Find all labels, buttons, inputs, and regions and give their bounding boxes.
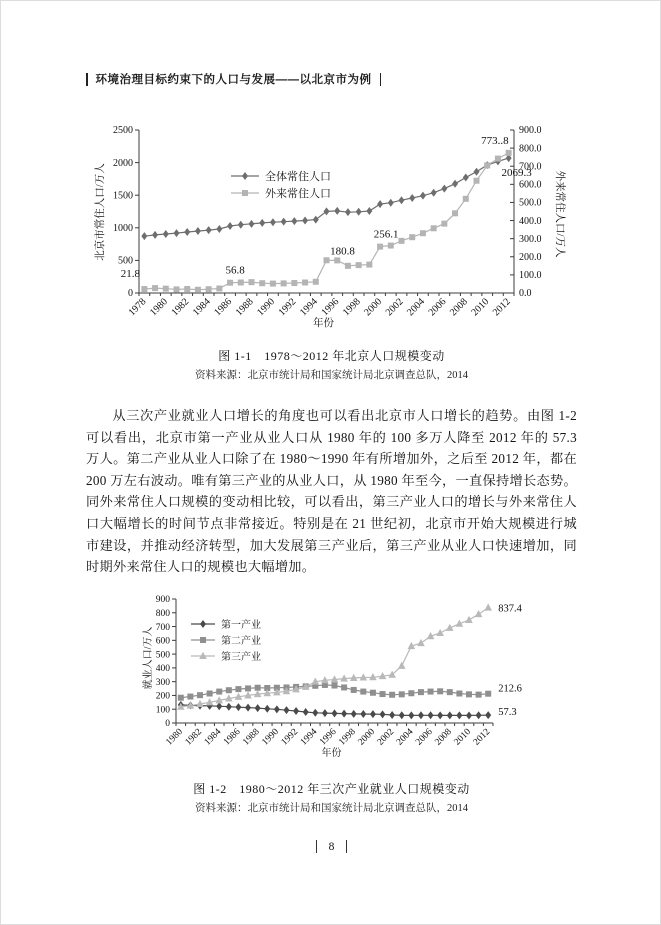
svg-text:56.8: 56.8: [225, 264, 245, 277]
header-rule-right: [380, 73, 382, 86]
svg-text:北京市常住人口/万人: 北京市常住人口/万人: [95, 163, 106, 261]
page-number: [1, 840, 661, 853]
svg-text:500: 500: [155, 650, 170, 661]
svg-text:180.8: 180.8: [330, 245, 355, 258]
figure-1-2-line-chart: [141, 592, 581, 777]
svg-text:2500: 2500: [113, 125, 133, 137]
svg-text:2008: 2008: [433, 727, 454, 748]
page-number-value: 8: [328, 840, 335, 853]
page-number-rule-right: [346, 840, 347, 853]
svg-text:1996: 1996: [319, 296, 342, 319]
figure-1-1-caption: 图 1-1 1978～2012 年北京人口规模变动: [218, 349, 445, 363]
svg-text:600.0: 600.0: [519, 179, 542, 191]
figure-1-1-line-chart: [87, 117, 587, 347]
svg-text:100.0: 100.0: [519, 270, 542, 282]
svg-text:2000: 2000: [356, 727, 378, 748]
svg-text:1994: 1994: [298, 727, 320, 748]
svg-text:837.4: 837.4: [498, 603, 522, 615]
svg-text:1992: 1992: [279, 727, 301, 748]
svg-text:1980: 1980: [164, 727, 185, 748]
svg-text:900: 900: [155, 595, 170, 606]
svg-text:1988: 1988: [241, 727, 262, 748]
svg-text:2006: 2006: [426, 296, 449, 319]
svg-text:200: 200: [155, 691, 170, 702]
svg-text:400: 400: [155, 664, 170, 675]
svg-text:2000: 2000: [113, 157, 133, 169]
svg-text:500: 500: [118, 255, 133, 267]
svg-text:600: 600: [155, 636, 170, 647]
svg-text:400.0: 400.0: [519, 215, 542, 227]
svg-text:2006: 2006: [414, 727, 435, 748]
svg-text:212.6: 212.6: [498, 683, 522, 695]
svg-text:1994: 1994: [297, 296, 320, 319]
svg-text:100: 100: [155, 705, 170, 716]
header-rule-left: [86, 73, 88, 86]
svg-text:1990: 1990: [260, 727, 281, 748]
svg-text:外来常住人口: 外来常住人口: [265, 187, 331, 200]
running-header: [86, 71, 381, 87]
svg-text:21.8: 21.8: [120, 268, 140, 281]
svg-text:57.3: 57.3: [498, 707, 517, 719]
svg-text:0: 0: [165, 719, 170, 730]
body-paragraph: 从三次产业就业人口增长的角度也可以看出北京市人口增长的趋势。由图 1-2 可以看出，北京市第一产业从业人口从 1980 年的 100 多万人降至 2012 年的 57.3 万人。第二产业从业人口除了在 1980～1990 年有所增加外，之后至 2012 年，都在 200 万左右波动。唯有第三产业的从业人口，从 1980 年至今，一直保持增长态势。同外来常住人口规模的变动相比较，可以看出，第三产业人口的增长与外来常住人口大幅增长的时间节点非常接近。特别是在 21 世纪初，北京市开始大规模进行城市建设，并推动经济转型，加大发展第三产业后，第三产业从业人口快速增加，同时期外来常住人口的规模也大幅增加。: [86, 408, 577, 575]
svg-text:年份: 年份: [321, 748, 342, 759]
svg-text:1984: 1984: [202, 727, 224, 748]
svg-text:2004: 2004: [394, 727, 416, 748]
svg-text:2002: 2002: [383, 296, 406, 319]
svg-text:1988: 1988: [233, 296, 256, 319]
svg-text:1984: 1984: [190, 296, 213, 319]
svg-text:200.0: 200.0: [519, 251, 542, 263]
svg-text:2012: 2012: [471, 727, 493, 748]
svg-text:1986: 1986: [222, 727, 243, 748]
page-number-rule-left: [316, 840, 317, 853]
running-header-title: 环境治理目标约束下的人口与发展——以北京市为例: [95, 74, 372, 86]
svg-text:900.0: 900.0: [519, 125, 542, 137]
svg-text:第二产业: 第二产业: [221, 635, 261, 647]
figure-1-2-source: 资料来源：北京市统计局和国家统计局北京调查总队，2014: [195, 803, 468, 814]
svg-text:第三产业: 第三产业: [221, 651, 261, 663]
svg-text:就业人口/万人: 就业人口/万人: [143, 626, 154, 690]
svg-text:773..8: 773..8: [481, 134, 509, 147]
svg-text:2002: 2002: [375, 727, 397, 748]
svg-text:全体常住人口: 全体常住人口: [265, 170, 331, 183]
svg-text:700.0: 700.0: [519, 161, 542, 173]
svg-text:1986: 1986: [212, 296, 235, 319]
svg-text:2004: 2004: [405, 296, 428, 319]
svg-text:1500: 1500: [113, 190, 133, 202]
svg-text:800.0: 800.0: [519, 143, 542, 155]
svg-text:256.1: 256.1: [373, 228, 399, 241]
svg-text:1990: 1990: [255, 296, 278, 319]
svg-text:1982: 1982: [183, 727, 205, 748]
svg-text:2012: 2012: [490, 296, 513, 319]
svg-text:1992: 1992: [276, 296, 299, 319]
svg-text:第一产业: 第一产业: [221, 619, 261, 631]
svg-text:2010: 2010: [469, 296, 492, 319]
svg-text:2010: 2010: [452, 727, 474, 748]
svg-text:2000: 2000: [362, 296, 385, 319]
figure-1-1-source: 资料来源：北京市统计局和国家统计局北京调查总队，2014: [195, 370, 468, 381]
svg-text:外来常住人口/万人: 外来常住人口/万人: [554, 170, 565, 258]
svg-text:1982: 1982: [169, 296, 192, 319]
svg-text:1998: 1998: [340, 296, 363, 319]
svg-text:1978: 1978: [126, 296, 149, 319]
svg-text:700: 700: [155, 622, 170, 633]
svg-text:800: 800: [155, 608, 170, 619]
figure-1-2-caption: 图 1-2 1980～2012 年三次产业就业人口规模变动: [193, 782, 470, 796]
svg-text:500.0: 500.0: [519, 197, 542, 209]
svg-text:0.0: 0.0: [519, 288, 532, 300]
svg-text:1998: 1998: [337, 727, 358, 748]
svg-text:1980: 1980: [147, 296, 170, 319]
svg-text:1996: 1996: [318, 727, 339, 748]
svg-text:2008: 2008: [447, 296, 470, 319]
svg-text:300.0: 300.0: [519, 233, 542, 245]
svg-text:0: 0: [128, 288, 133, 300]
svg-text:年份: 年份: [313, 318, 334, 329]
svg-text:2069.3: 2069.3: [501, 167, 532, 180]
svg-text:300: 300: [155, 677, 170, 688]
svg-text:1000: 1000: [113, 223, 133, 234]
